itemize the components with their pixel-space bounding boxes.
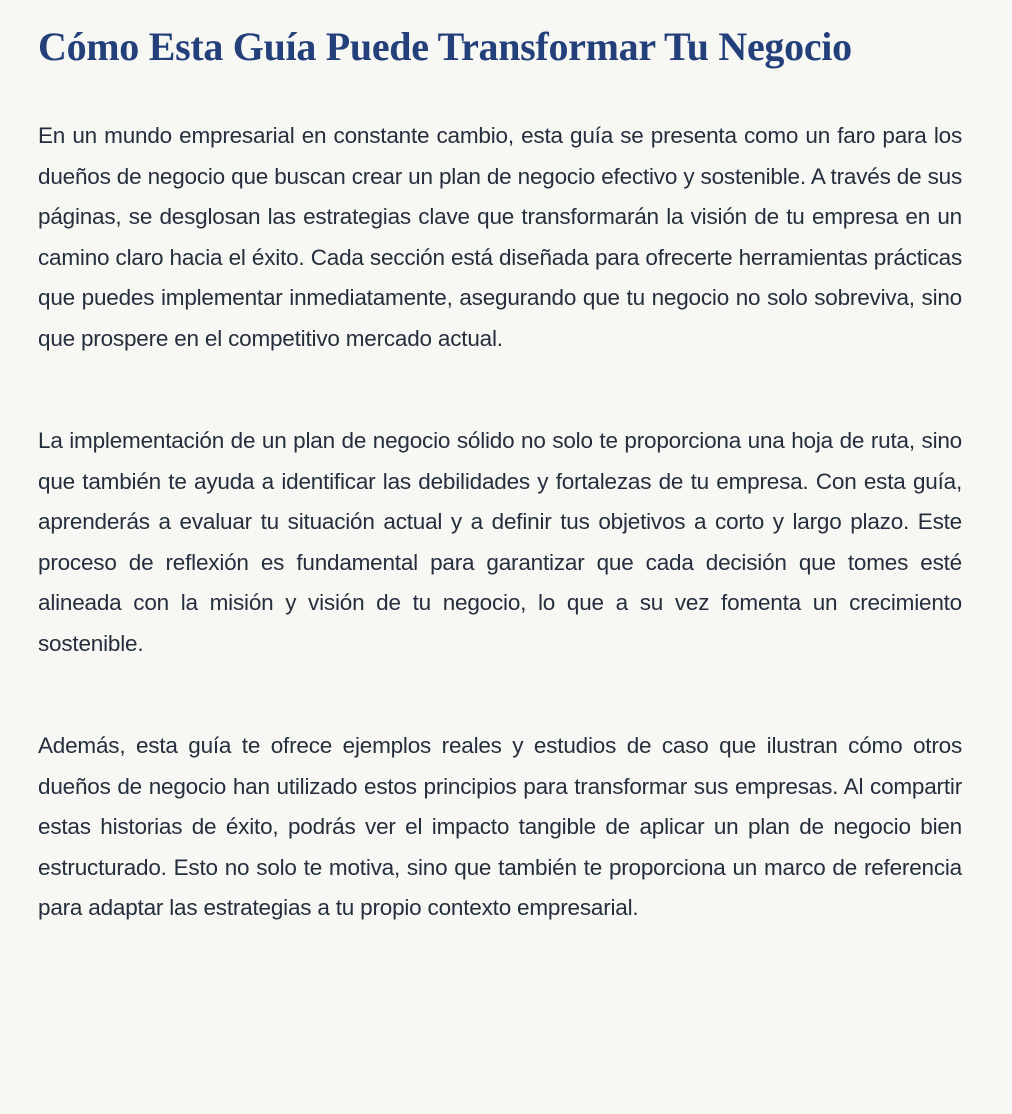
intro-paragraph: En un mundo empresarial en constante cambio, esta guía se presenta como un faro para los dueños de negocio que buscan crear un plan de negocio efectivo y sostenible. A través de sus páginas, se desglosan las estrategias clave que transformarán la visión de tu empresa en un camino claro hacia el éxito. Cada sección está diseñada para ofrecerte herramientas prácticas que puedes implementar inmediatamente, asegurando que tu negocio no solo sobreviva, sino que prospere en el competitivo mercado actual. bbox=[38, 123, 962, 351]
implementation-paragraph: La implementación de un plan de negocio sólido no solo te proporciona una hoja de ruta, sino que también te ayuda a identificar las debilidades y fortalezas de tu empresa. Con esta guía, aprenderás a evaluar tu situación actual y a definir tus objetivos a corto y largo plazo. Este proceso de reflexión es fundamental para garantizar que cada decisión que tomes esté alineada con la misión y visión de tu negocio, lo que a su vez fomenta un crecimiento sostenible. bbox=[38, 428, 962, 656]
examples-paragraph: Además, esta guía te ofrece ejemplos reales y estudios de caso que ilustran cómo otros dueños de negocio han utilizado estos principios para transformar sus empresas. Al compartir estas historias de éxito, podrás ver el impacto tangible de aplicar un plan de negocio bien estructurado. Esto no solo te motiva, sino que también te proporciona un marco de referencia para adaptar las estrategias a tu propio contexto empresarial. bbox=[38, 733, 962, 921]
page-title: Cómo Esta Guía Puede Transformar Tu Negocio bbox=[38, 24, 852, 69]
